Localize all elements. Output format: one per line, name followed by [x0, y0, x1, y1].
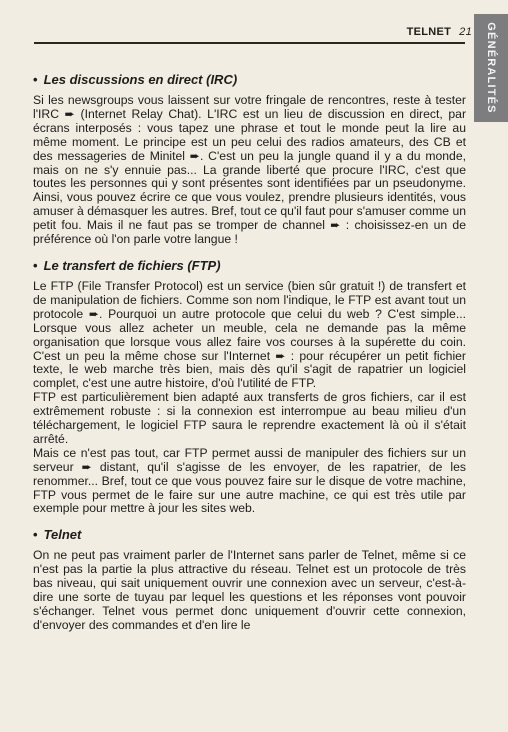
running-title: TELNET	[406, 26, 452, 38]
bullet-icon: •	[33, 527, 38, 543]
paragraph: On ne peut pas vraiment parler de l'Internet sans parler de Telnet, même si ce n'est pas la partie la plus attractive du réseau. Telnet est un protocole de très bas niveau, qui sait uniquement ouvrir une connexion avec un serveur, c'est-à-dire une sorte de tuyau par lequel les questions et les réponses vont pouvoir s'échanger. Telnet vous permet donc uniquement d'ouvrir cette connexion, d'envoyer des commandes et d'en lire le	[33, 548, 466, 632]
paragraph: Le FTP (File Transfer Protocol) est un service (bien sûr gratuit !) de transfert et de manipulation de fichiers. Comme son nom l'indique, le FTP est avant tout un protocole ➨. Pourquoi un autre protocole que celui du web ? C'est simple... Lorsque vous allez acheter un meuble, cela ne demande pas la même organisation que lorsque vous allez faire vos courses à la supérette du coin. C'est un peu la même chose sur l'Internet ➨ : pour récupérer un petit fichier texte, le web marche très bien, mais dès qu'il s'agit de rapatrier un logiciel complet, c'est une autre histoire, d'où l'utilité de FTP.	[33, 278, 466, 391]
paragraph: FTP est particulièrement bien adapté aux transferts de gros fichiers, car il est extrêmement robuste : si la connexion est interrompue au beau milieu d'un téléchargement, le logiciel FTP saura le reprendre exactement là où il s'était arrêté.	[33, 390, 466, 446]
section-ftp	[33, 258, 466, 516]
section-tab	[474, 14, 508, 122]
section-heading-text: Les discussions en direct (IRC)	[43, 72, 238, 87]
bullet-icon: •	[33, 257, 38, 273]
running-header	[20, 26, 472, 38]
section-heading	[33, 527, 466, 542]
paragraph: Mais ce n'est pas tout, car FTP permet aussi de manipuler des fichiers sur un serveur ➨ distant, qu'il s'agisse de les envoyer, de les rapatrier, de les renommer... Bref, tout ce que vous pouvez faire sur le disque de votre machine, FTP vous permet de le faire sur une autre machine, ce qui est très utile par exemple pour mettre à jour les sites web.	[33, 445, 466, 516]
section-telnet	[33, 527, 466, 632]
paragraph: Si les newsgroups vous laissent sur votre fringale de rencontres, reste à tester l'IRC ➨ (Internet Relay Chat). L'IRC est un lieu de discussion en direct, par écrans interposés : vous tapez une phrase et tout le monde peut la lire au même moment. Le principe est un peu celui des radios amateurs, des CB et des messageries de Minitel ➨. C'est un peu la jungle quand il y a du monde, mais on ne s'y ennuie pas... La grande liberté que procure l'IRC, c'est que toutes les personnes qui y sont présentes sont identifiées par un pseudonyme. Ainsi, vous pouvez écrire ce que vous voulez, prendre plusieurs identités, vous amuser à démasquer les autres. Bref, tout ce qu'il faut pour s'amuser comme un petit fou. Mais il ne faut pas se tromper de channel ➨ : choisissez-en un de préférence où l'on parle votre langue !	[33, 93, 466, 247]
section-tab-label: GÉNÉRALITÉS	[485, 22, 497, 114]
section-heading-text: Le transfert de fichiers (FTP)	[43, 257, 221, 273]
section-heading-text: Telnet	[43, 527, 82, 543]
page-body	[33, 72, 466, 633]
section-heading	[33, 72, 466, 87]
page-number: 21	[459, 26, 472, 38]
bullet-icon: •	[33, 72, 38, 87]
section-heading	[33, 258, 466, 273]
header-rule	[34, 42, 465, 44]
section-irc	[33, 72, 466, 247]
